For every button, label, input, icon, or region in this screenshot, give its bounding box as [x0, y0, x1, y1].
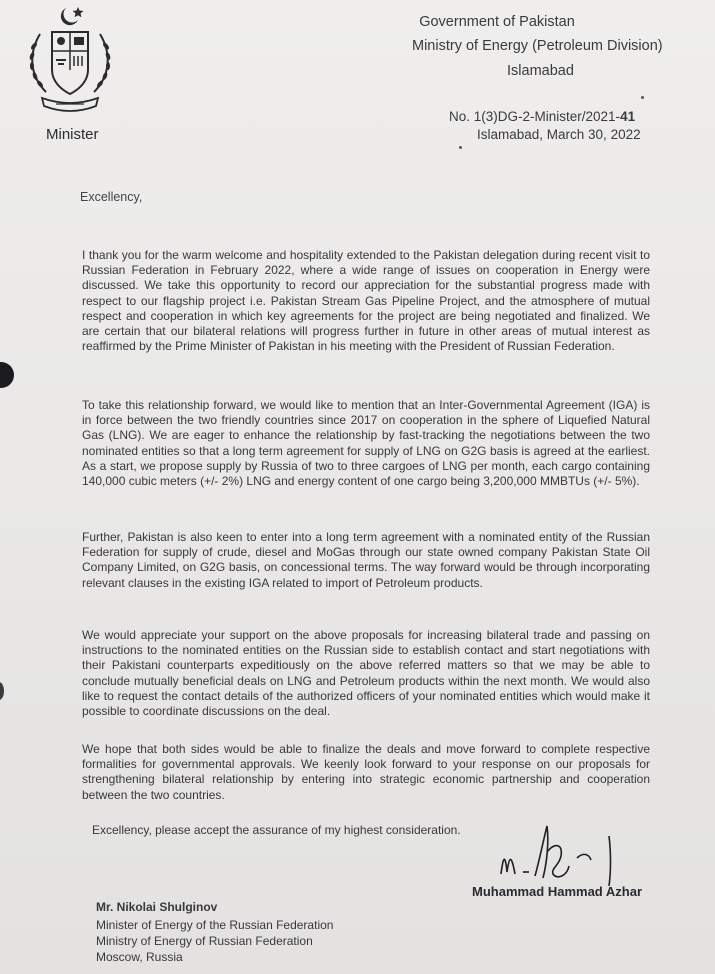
addressee-ministry: Ministry of Energy of Russian Federation	[96, 934, 313, 948]
addressee-name: Mr. Nikolai Shulginov	[96, 900, 218, 914]
paper-speck	[641, 96, 644, 99]
paper-speck	[459, 146, 462, 149]
org-line-2: Ministry of Energy (Petroleum Division)	[412, 38, 663, 54]
closing-line: Excellency, please accept the assurance of my highest consideration.	[92, 823, 461, 837]
org-line-3: Islamabad	[507, 63, 574, 79]
handwritten-signature	[497, 822, 627, 890]
body-paragraph-4: We would appreciate your support on the above proposals for increasing bilateral trade and passing on instructions to the nominated entities on the Russian side to establish contact and start negotiations with their Pakistani counterparts expeditiously on the above referred matters so that we may be able to conclude mutually beneficial deals on LNG and Petroleum products within the next month. We would also like to request the contact details of the authorized officers of your nominated entities which would make it possible to coordinate discussions on the deal.	[82, 628, 650, 719]
office-label: Minister	[46, 126, 99, 143]
body-paragraph-2: To take this relationship forward, we would like to mention that an Inter-Governmental Agreement (IGA) is in force between the two friendly countries since 2017 on cooperation in the sphere of Liquefied Natural Gas (LNG). We are eager to enhance the relationship by fast-tracking the negotiations between the two nominated entities so that a long term agreement for supply of LNG on G2G basis is agreed at the earliest. As a start, we propose supply by Russia of two to three cargoes of LNG per month, each cargo containing 140,000 cubic meters (+/- 2%) LNG and energy content of one cargo being 3,200,000 MMBTUs (+/- 5%).	[82, 398, 650, 489]
addressee-title: Minister of Energy of the Russian Federation	[96, 918, 334, 932]
punch-hole-lower	[0, 682, 4, 700]
body-paragraph-3: Further, Pakistan is also keen to enter into a long term agreement with a nominated entity of the Russian Federation for supply of crude, diesel and MoGas through our state owned company Pakistan State Oil Company Limited, on G2G basis, on concessional terms. The way forward would be through incorporating relevant clauses in the existing IGA related to import of Petroleum products.	[82, 530, 650, 590]
signer-name: Muhammad Hammad Azhar	[472, 884, 642, 899]
state-emblem	[22, 4, 118, 120]
salutation: Excellency,	[80, 190, 143, 204]
reference-number: No. 1(3)DG-2-Minister/2021-41	[449, 109, 636, 124]
body-paragraph-5: We hope that both sides would be able to finalize the deals and move forward to complete respective formalities for governmental approvals. We keenly look forward to your response on our proposals for strengthening bilateral relationship by entering into strategic economic partnership and cooperation between the two countries.	[82, 742, 650, 802]
letter-date: Islamabad, March 30, 2022	[477, 127, 641, 142]
addressee-location: Moscow, Russia	[96, 950, 183, 964]
punch-hole	[0, 362, 14, 388]
body-paragraph-1: I thank you for the warm welcome and hospitality extended to the Pakistan delegation during recent visit to Russian Federation in February 2022, where a wide range of issues on cooperation in Energy were discussed. We take this opportunity to record our appreciation for the substantial progress made with respect to our flagship project i.e. Pakistan Stream Gas Pipeline Project, and the atmosphere of mutual respect and cooperation in which key agreements for the project are being negotiated and finalized. We are certain that our bilateral relations will progress further in future in other areas of mutual interest as reaffirmed by the Prime Minister of Pakistan in his meeting with the President of Russian Federation.	[82, 248, 650, 354]
org-line-1: Government of Pakistan	[419, 14, 575, 30]
